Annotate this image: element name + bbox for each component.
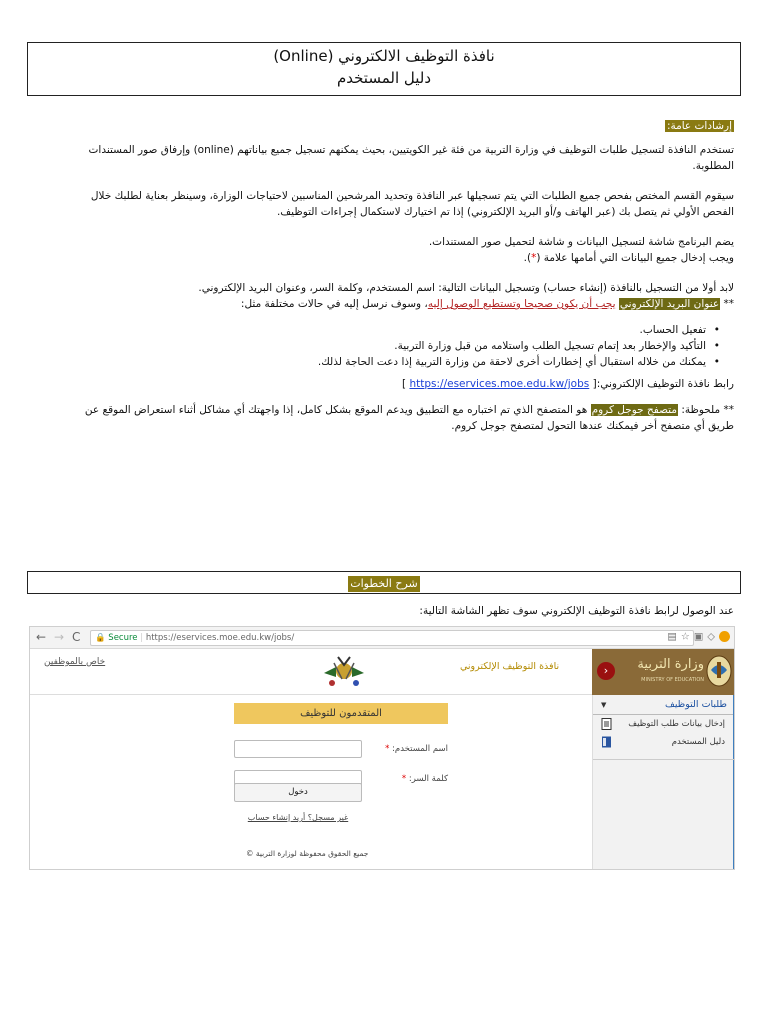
list-item: • يمكنك من خلاله استقبال أي إخطارات أخرى لاحقة من وزارة التربية إذا دعت الحاجة لذلك. [58,354,706,370]
secure-label: Secure [108,633,138,643]
sidebar-item-label: دليل المستخدم [671,737,725,747]
browser-toolbar [30,627,735,649]
portal-title: نافذة التوظيف الإلكتروني [460,661,560,672]
jobs-link-close: ] [402,378,407,390]
star-icon[interactable]: ☆ [680,631,694,643]
paragraph-review: سيقوم القسم المختص بفحص جميع الطلبات التي يتم تسجيلها عبر النافذة وتحديد المرشحين المناسبين لاحتياجات الوزارة، وسينظر بعناية لطلبك خلال الفحص الأولي ثم يتصل بك (عبر الهاتف و/أو البريد الإلكتروني) إذا تم اختيارك لاستكمال إجراءات التوظيف. [90,190,734,218]
title-box [27,42,741,96]
email-rest: ، وسوف نرسل إليه في حالات مختلفة مثل: [240,298,428,310]
register-link[interactable]: غير مسجل؟ أريد إنشاء حساب [247,813,349,822]
jobs-link-label: رابط نافذة التوظيف الإلكتروني:[ [592,378,734,390]
required-text-a: ويجب إدخال جميع البيانات التي أمامها علامة ( [536,252,734,264]
reach-text: عند الوصول لرابط نافذة التوظيف الإلكتروني سوف تظهر الشاشة التالية: [419,605,734,617]
address-bar[interactable]: 🔒 Secure | https://eservices.moe.edu.kw/jobs/ [90,630,694,646]
login-heading: المتقدمون للتوظيف [234,703,448,724]
translate-icon[interactable]: ▤ [667,631,681,643]
browser-icons [667,631,730,643]
sidebar-item-user-guide[interactable] [593,733,733,751]
email-stars: ** [723,298,734,310]
register-line: لابد أولا من التسجيل بالنافذة (إنشاء حساب) وتسجيل البيانات التالية: اسم المستخدم، وكلمة السر، وعنوان البريد الإلكتروني. [198,282,734,294]
paragraph-purpose: تستخدم النافذة لتسجيل طلبات التوظيف في وزارة التربية من فئة غير الكويتيين، بحيث يمكنهم تسجيل جميع بياناتهم (online) وإرفاق صور المستندات المطلوبة. [88,144,734,172]
sidebar-heading[interactable] [593,695,733,715]
email-highlight: عنوان البريد الإلكتروني [619,298,720,310]
sidebar-heading-label: طلبات التوظيف [664,699,727,710]
mascot-logo-icon [314,653,374,689]
pocket-icon[interactable]: ▣ [693,631,708,643]
forward-icon[interactable]: → [54,630,65,644]
username-label-text: اسم المستخدم: [392,744,448,754]
reload-icon[interactable]: C [72,630,81,644]
sidebar-item-label: إدخال بيانات طلب التوظيف [628,719,725,729]
steps-heading-box [27,571,741,594]
document-icon [601,718,612,730]
ministry-emblem-icon [706,654,732,688]
steps-heading: شرح الخطوات [350,577,418,590]
login-button[interactable]: دخول [234,783,362,802]
chrome-highlight: متصفح جوجل كروم [591,404,677,416]
screens-line: يضم البرنامج شاشة لتسجيل البيانات و شاشة لتحميل صور المستندات. [428,236,734,248]
password-label-text: كلمة السر: [408,774,448,784]
username-row [234,740,448,764]
username-label [385,744,448,754]
required-mark: * [385,744,390,754]
copyright: جميع الحقوق محفوظة لوزارة التربية © [246,849,369,858]
required-asterisk: * [531,252,537,264]
paragraph-screens [58,234,734,266]
email-line [58,296,734,312]
email-uses-list [58,322,734,370]
collapse-arrow-icon[interactable]: › [597,662,615,680]
doc-subtitle: دليل المستخدم [336,69,432,87]
ministry-banner [592,649,735,695]
list-item: • التأكيد والإخطار بعد إتمام تسجيل الطلب واستلامه من قبل وزارة التربية. [58,338,706,354]
employees-link[interactable]: خاص بالموظفين [44,657,106,667]
url-text: https://eservices.moe.edu.kw/jobs/ [145,633,295,643]
caret-down-icon: ▼ [601,701,607,709]
general-heading-line [58,118,734,134]
site-header [30,649,735,695]
ministry-sub: MINISTRY OF EDUCATION [641,677,704,683]
jobs-link-line [58,376,734,392]
shield-icon[interactable]: ◇ [707,631,719,643]
note-rest: هو المتصفح الذي تم اختباره مع التطبيق ويدعم الموقع بشكل كامل، إذا واجهتك أي مشاكل أثناء استعراض الموقع عن طريق أي متصفح أخر فيمكنك عندها التحول لمتصفح جوجل كروم. [84,404,734,432]
extension-icon[interactable] [719,631,730,642]
login-panel [234,703,448,822]
note-prefix: ** ملحوظة: [681,404,734,416]
required-fields-line [58,250,734,266]
sidebar-item-application[interactable] [593,715,733,733]
back-icon[interactable]: ← [36,630,47,644]
password-label [402,774,448,784]
doc-title: نافذة التوظيف الالكتروني (Online) [273,47,495,65]
list-item: • تفعيل الحساب. [58,322,706,338]
username-input[interactable] [234,740,362,758]
browser-note [58,402,734,434]
sidebar-divider [593,759,734,760]
portal-screenshot [29,626,735,870]
email-must-note: يجب أن يكون صحيحا وتستطيع الوصول إليه [427,298,616,310]
lock-icon: 🔒 [95,633,106,643]
book-icon [601,736,612,748]
required-mark: * [401,774,407,784]
paragraph-register [58,280,734,312]
general-heading: إرشادات عامة: [666,120,732,132]
sidebar [592,695,735,870]
jobs-link[interactable]: https://eservices.moe.edu.kw/jobs [409,378,590,390]
ministry-name: وزارة التربية [637,657,704,672]
required-text-b: ). [523,252,532,264]
